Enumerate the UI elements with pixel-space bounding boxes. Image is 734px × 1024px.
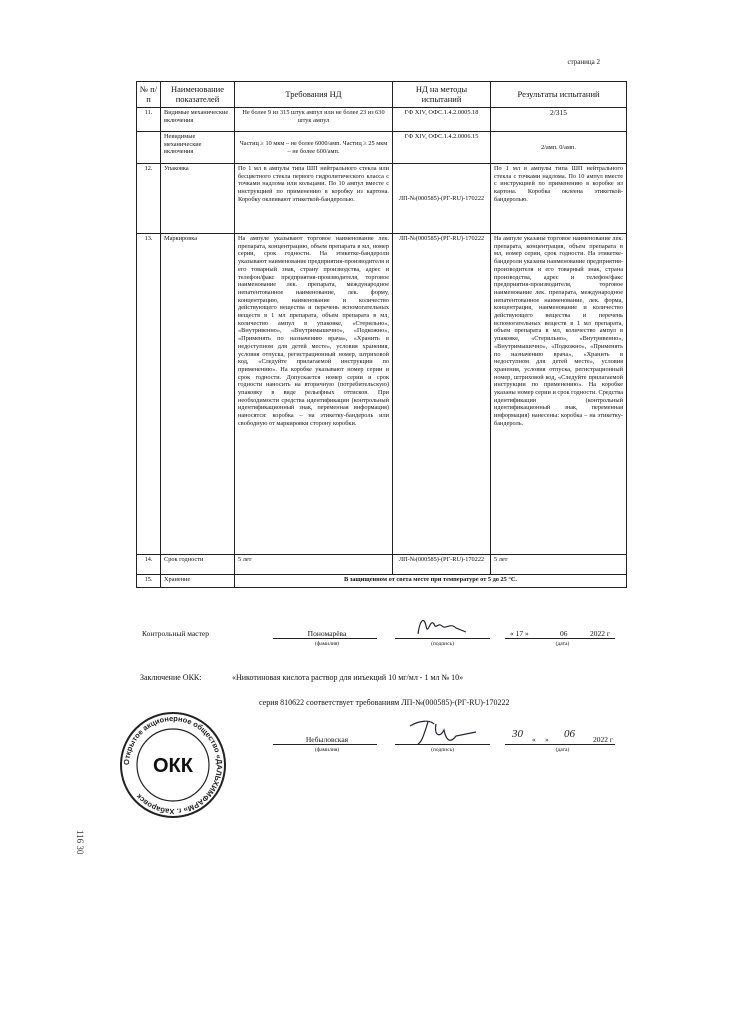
okk-sign-caption: (подпись) — [431, 747, 454, 753]
okk-date-month: 06 — [564, 728, 575, 740]
table-row — [137, 132, 627, 164]
control-date-line — [505, 638, 615, 639]
control-sign-line — [395, 638, 490, 639]
row-method: ГФ XIV, ОФС.1.4.2.0005.18 — [393, 108, 491, 132]
row-req: В защищенном от света месте при температуре от 5 до 25 °С. — [235, 575, 627, 588]
conclusion-line2: серия 810622 соответствует требованиям ЛП-№(000585)-(РГ-RU)-170222 — [259, 698, 510, 707]
row-name: Маркировка — [161, 234, 235, 555]
row-result: 2/315 — [491, 108, 627, 132]
okk-name-caption: (фамилия) — [314, 747, 340, 753]
row-name: Видимые механические включения — [161, 108, 235, 132]
row-method: ЛП-№(000585)-(РГ-RU)-170222 — [393, 234, 491, 555]
stamp-ring-text: Открытое акционерное общество «ДАЛЬХИМФАРМ» г. Хабаровск — [121, 713, 225, 817]
side-note: 116 30 — [75, 830, 85, 855]
control-sign-caption: (подпись) — [431, 641, 454, 647]
control-name: Пономарёва — [307, 629, 347, 638]
row-num — [137, 132, 161, 164]
okk-name-line — [273, 744, 377, 745]
results-table — [136, 81, 627, 588]
page-number: страница 2 — [567, 58, 600, 66]
table-row — [137, 108, 627, 132]
row-result: 2/амп. 0/амп. — [491, 132, 627, 164]
control-role: Контрольный мастер — [142, 629, 209, 638]
table-header-row — [137, 82, 627, 108]
table-row — [137, 234, 627, 555]
control-name-line — [273, 638, 377, 639]
table-row — [137, 555, 627, 575]
row-req: На ампуле указывают торговое наименование лек. препарата, концентрацию, объем препарата в мл, номер серии, срок годности. На этикетке-бандероли указывают наименование предприятия-производителя и его товарный знак, страну производства, адрес и телефон/факс предприятия-производителя, торговое наименование лек. препарата, международное непатентованное наименование, лек. форму, концентрацию, наименование и количество действующего вещества и перечень вспомогательных веществ в 1 мл препарата, объем препарата в мл, количество ампул в упаковке, «Стерильно», «Внутривенно», «Внутримышечно», «Подкожно», «Применять по назначению врача», «Хранить в недоступном для детей месте», условия хранения, условия отпуска, регистрационный номер, штриховой код, «Следуйте прилагаемой инструкции по применению». На коробке указывают номер серии и срок годности. Допускается номер серии и срок годности наносить на вторичную (потребительскую) упаковку в виде рельефных оттисков. При необходимости средства идентификации (контрольный идентификационный знак, переменная информация) наносятся: коробка – на этикетку-бандероль или свободную от маркировки сторону коробки. — [235, 234, 393, 555]
row-num: 13. — [137, 234, 161, 555]
row-result: На ампуле указаны торговое наименование лек. препарата, концентрация, объем препарата в мл, номер серии, срок годности. На этикетке-бандероли указаны наименование предприятия-производителя и его товарный знак, страна производства, адрес и телефон/факс предприятия-производителя, торговое наименование лек. препарата, международное непатентованное наименование, лек. форма, концентрация, наименование и количество действующего вещества и перечень вспомогательных веществ в 1 мл препарата, объем препарата в мл, количество ампул в упаковке, «Стерильно», «Внутривенно», «Внутримышечно», «Подкожно», «Применять по назначению врача», «Хранить в недоступном для детей месте», условия хранения, условия отпуска, регистрационный номер, штриховой код, «Следуйте прилагаемой инструкции по применению». На коробке указаны номер серии и срок годности. Средства идентификации (контрольный идентификационный знак, переменная информация) нанесены: коробка – на этикетку-бандероль. — [491, 234, 627, 555]
okk-sign-line — [395, 744, 490, 745]
table-row — [137, 164, 627, 234]
header-result: Результаты испытаний — [491, 82, 627, 108]
row-result: По 1 мл в ампулы типа ШП нейтрального стекла с точками надлома. По 10 ампул вместе с инструкцией по применению в коробке из картона. Коробка оклеена этикеткой-бандеролью. — [491, 164, 627, 234]
row-num: 11. — [137, 108, 161, 132]
okk-date-day: 30 — [512, 728, 523, 740]
okk-date-line — [505, 744, 615, 745]
okk-stamp — [118, 710, 228, 820]
okk-date-caption: (дата) — [555, 747, 570, 753]
control-date-year: 2022 г — [590, 629, 610, 638]
row-req: По 1 мл в ампулы типа ШП нейтрального стекла или бесцветного стекла первого гидролитического класса с точками надлома или кольцами. По 10 ампул вместе с инструкцией по применению в коробку из картона. Коробку оклеивают этикеткой-бандеролью. — [235, 164, 393, 234]
row-num: 14. — [137, 555, 161, 575]
conclusion-label: Заключение ОКК: — [140, 673, 202, 682]
row-name: Срок годности — [161, 555, 235, 575]
header-method: НД на методы испытаний — [393, 82, 491, 108]
row-req: Частиц ≥ 10 мкм – не более 6000/амп. Частиц ≥ 25 мкм – не более 600/амп. — [235, 132, 393, 164]
conclusion-product: «Никотиновая кислота раствор для инъекций 10 мг/мл - 1 мл № 10» — [232, 673, 464, 682]
okk-name: Небыловская — [305, 735, 349, 744]
row-name: Невидимые механические включения — [161, 132, 235, 164]
row-name: Хранение — [161, 575, 235, 588]
row-req: 5 лет — [235, 555, 393, 575]
control-name-caption: (фамилия) — [314, 641, 340, 647]
row-method: ЛП-№(000585)-(РГ-RU)-170222 — [393, 164, 491, 234]
control-date-month: 06 — [560, 629, 568, 638]
header-name: Наименование показателей — [161, 82, 235, 108]
row-name: Упаковка — [161, 164, 235, 234]
header-req: Требования НД — [235, 82, 393, 108]
control-date-caption: (дата) — [555, 641, 570, 647]
row-result: 5 лет — [491, 555, 627, 575]
stamp-center-text: ОКК — [153, 755, 193, 777]
okk-date-year: 2022 г — [593, 735, 613, 744]
row-num: 12. — [137, 164, 161, 234]
control-date-day: « 17 » — [510, 629, 529, 638]
row-method: ЛП-№(000585)-(РГ-RU)-170222 — [393, 555, 491, 575]
row-num: 15. — [137, 575, 161, 588]
table-row — [137, 575, 627, 588]
header-num: № п/п — [137, 82, 161, 108]
control-signature — [410, 612, 470, 640]
row-method: ГФ XIV, ОФС.1.4.2.0006.15 — [393, 132, 491, 164]
row-req: Не более 9 из 315 штук ампул или не более 23 из 630 штук ампул — [235, 108, 393, 132]
